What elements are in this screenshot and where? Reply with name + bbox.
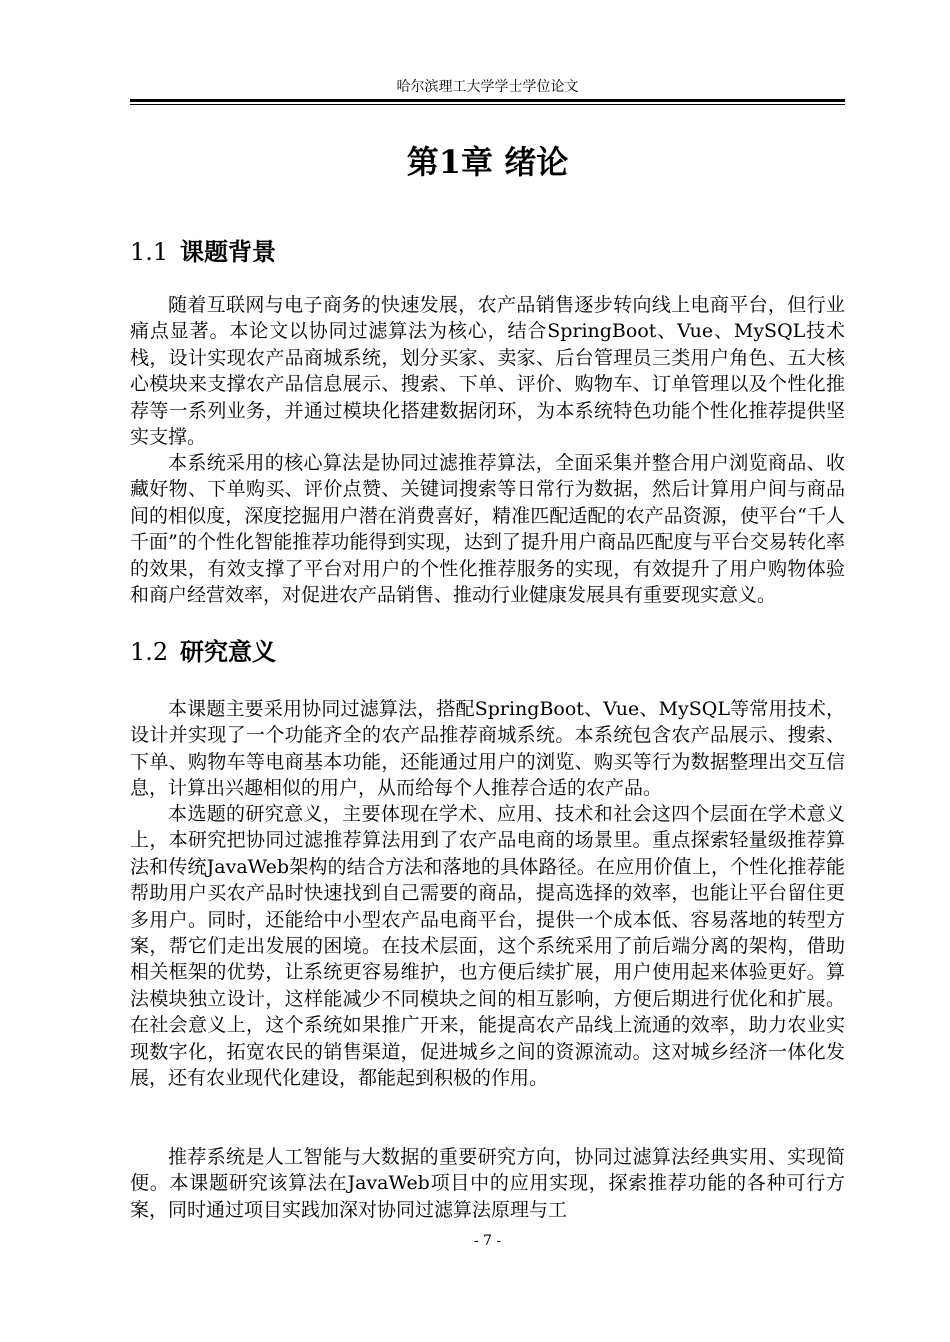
section-heading-1-2: [130, 636, 845, 668]
section-heading-1-1: [130, 236, 845, 268]
paragraph-significance-3: 推荐系统是人工智能与大数据的重要研究方向，协同过滤算法经典实用、实现简便。本课题研究该算法在JavaWeb项目中的应用实现，探索推荐功能的各种可行方案，同时通过项目实践加深对协同过滤算法原理与工: [130, 1146, 845, 1221]
section-title: 课题背景: [180, 237, 276, 266]
chapter-title: 第1章 绪论: [406, 143, 569, 181]
header-rule-thin: [130, 104, 845, 105]
paragraph-significance-1: 本课题主要采用协同过滤算法，搭配SpringBoot、Vue、MySQL等常用技术，设计并实现了一个功能齐全的农产品推荐商城系统。本系统包含农产品展示、搜索、下单、购物车等电商基本功能，还能通过用户的浏览、购买等行为数据整理出交互信息，计算出兴趣相似的用户，从而给每个人推荐合适的农产品。: [130, 698, 845, 800]
running-header: 哈尔滨理工大学学士学位论文: [396, 79, 579, 95]
section-number: 1.2: [130, 638, 169, 666]
paragraph-background-2: 本系统采用的核心算法是协同过滤推荐算法，全面采集并整合用户浏览商品、收藏好物、下单购买、评价点赞、关键词搜索等日常行为数据，然后计算用户间与商品间的相似度，深度挖掘用户潜在消费喜好，精准匹配适配的农产品资源，使平台“千人千面”的个性化智能推荐功能得到实现，达到了提升用户商品匹配度与平台交易转化率的效果，有效支撑了平台对用户的个性化推荐服务的实现，有效提升了用户购物体验和商户经营效率，对促进农产品销售、推动行业健康发展具有重要现实意义。: [130, 452, 845, 607]
header-rule-thick: [130, 99, 845, 102]
paragraph-significance-2: 本选题的研究意义，主要体现在学术、应用、技术和社会这四个层面在学术意义上，本研究把协同过滤推荐算法用到了农产品电商的场景里。重点探索轻量级推荐算法和传统JavaWeb架构的结合方法和落地的具体路径。在应用价值上，个性化推荐能帮助用户买农产品时快速找到自己需要的商品，提高选择的效率，也能让平台留住更多用户。同时，还能给中小型农产品电商平台，提供一个成本低、容易落地的转型方案，帮它们走出发展的困境。在技术层面，这个系统采用了前后端分离的架构，借助相关框架的优势，让系统更容易维护，也方便后续扩展，用户使用起来体验更好。算法模块独立设计，这样能减少不同模块之间的相互影响，方便后期进行优化和扩展。在社会意义上，这个系统如果推广开来，能提高农产品线上流通的效率，助力农业实现数字化，拓宽农民的销售渠道，促进城乡之间的资源流动。这对城乡经济一体化发展，还有农业现代化建设，都能起到积极的作用。: [130, 803, 845, 1090]
paragraph-background-1: 随着互联网与电子商务的快速发展，农产品销售逐步转向线上电商平台，但行业痛点显著。本论文以协同过滤算法为核心，结合SpringBoot、Vue、MySQL技术栈，设计实现农产品商城系统，划分买家、卖家、后台管理员三类用户角色、五大核心模块来支撑农产品信息展示、搜索、下单、评价、购物车、订单管理以及个性化推荐等一系列业务，并通过模块化搭建数据闭环，为本系统特色功能个性化推荐提供坚实支撑。: [130, 294, 845, 449]
page-number: - 7 -: [473, 1233, 502, 1249]
section-number: 1.1: [130, 238, 169, 266]
section-title: 研究意义: [180, 637, 276, 666]
